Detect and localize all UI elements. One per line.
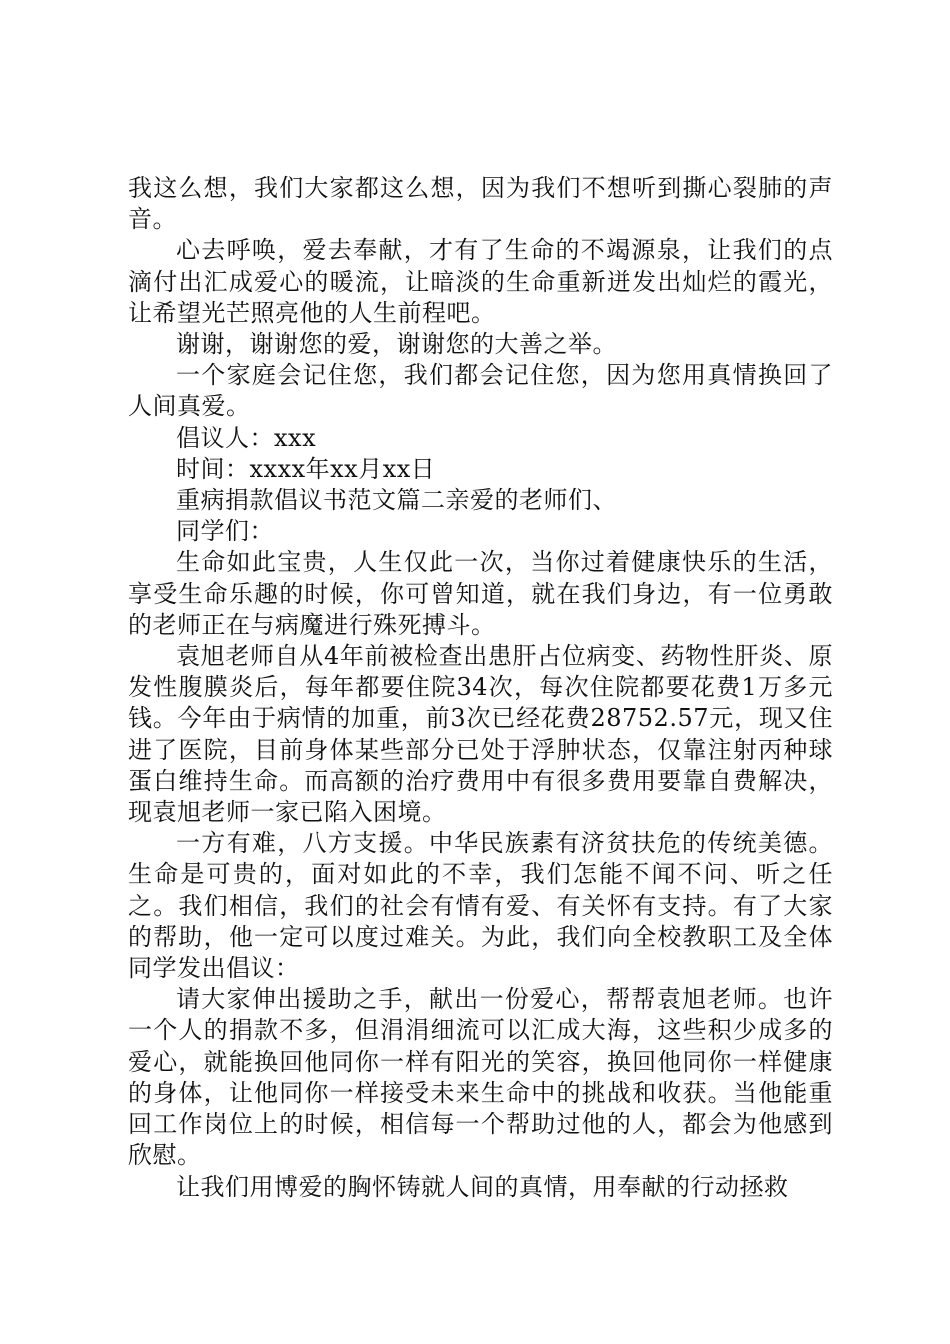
paragraph-thanks: 谢谢，谢谢您的爱，谢谢您的大善之举。 [176,330,617,359]
paragraph-truncated: 让我们用博爱的胸怀铸就人间的真情，用奉献的行动拯救 [176,1172,789,1201]
date-line: 时间：xxxx年xx月xx日 [176,454,436,483]
paragraph: 一个家庭会记住您，我们都会记住您，因为您用真情换回了人间真爱。 [128,361,833,421]
paragraph: 请大家伸出援助之手，献出一份爱心，帮帮袁旭老师。也许一个人的捐款不多，但涓涓细流可以汇成大海，这些积少成多的爱心，就能换回他同你一样有阳光的笑容，换回他同你一样健康的身体，让他同你一样接受未来生命中的挑战和收获。当他能重回工作岗位上的时候，相信每一个帮助过他的人，都会为他感到欣慰。 [128,985,833,1170]
paragraph: 一方有难，八方支援。中华民族素有济贫扶危的传统美德。生命是可贵的，面对如此的不幸，我们怎能不闻不问、听之任之。我们相信，我们的社会有情有爱、有关怀有支持。有了大家的帮助，他一定可以度过难关。为此，我们向全校教职工及全体同学发出倡议： [128,829,833,983]
paragraph: 袁旭老师自从4年前被检查出患肝占位病变、药物性肝炎、原发性腹膜炎后，每年都要住院34次，每次住院都要花费1万多元钱。今年由于病情的加重，前3次已经花费28752.57元，现又住进了医院，目前身体某些部分已处于浮肿状态，仅靠注射丙种球蛋白维持生命。而高额的治疗费用中有很多费用要靠自费解决，现袁旭老师一家已陷入困境。 [128,642,833,827]
section-heading: 重病捐款倡议书范文篇二亲爱的老师们、 [176,486,617,515]
paragraph-continuation: 我这么想，我们大家都这么想，因为我们不想听到撕心裂肺的声音。 [128,174,833,234]
document-body [128,173,833,1203]
paragraph: 生命如此宝贵，人生仅此一次，当你过着健康快乐的生活，享受生命乐趣的时候，你可曾知道，就在我们身边，有一位勇敢的老师正在与病魔进行殊死搏斗。 [128,548,833,639]
salutation: 同学们： [176,517,274,546]
initiator-line: 倡议人：xxx [176,423,317,452]
paragraph: 心去呼唤，爱去奉献，才有了生命的不竭源泉，让我们的点滴付出汇成爱心的暖流，让暗淡的生命重新迸发出灿烂的霞光，让希望光芒照亮他的人生前程吧。 [128,236,833,327]
